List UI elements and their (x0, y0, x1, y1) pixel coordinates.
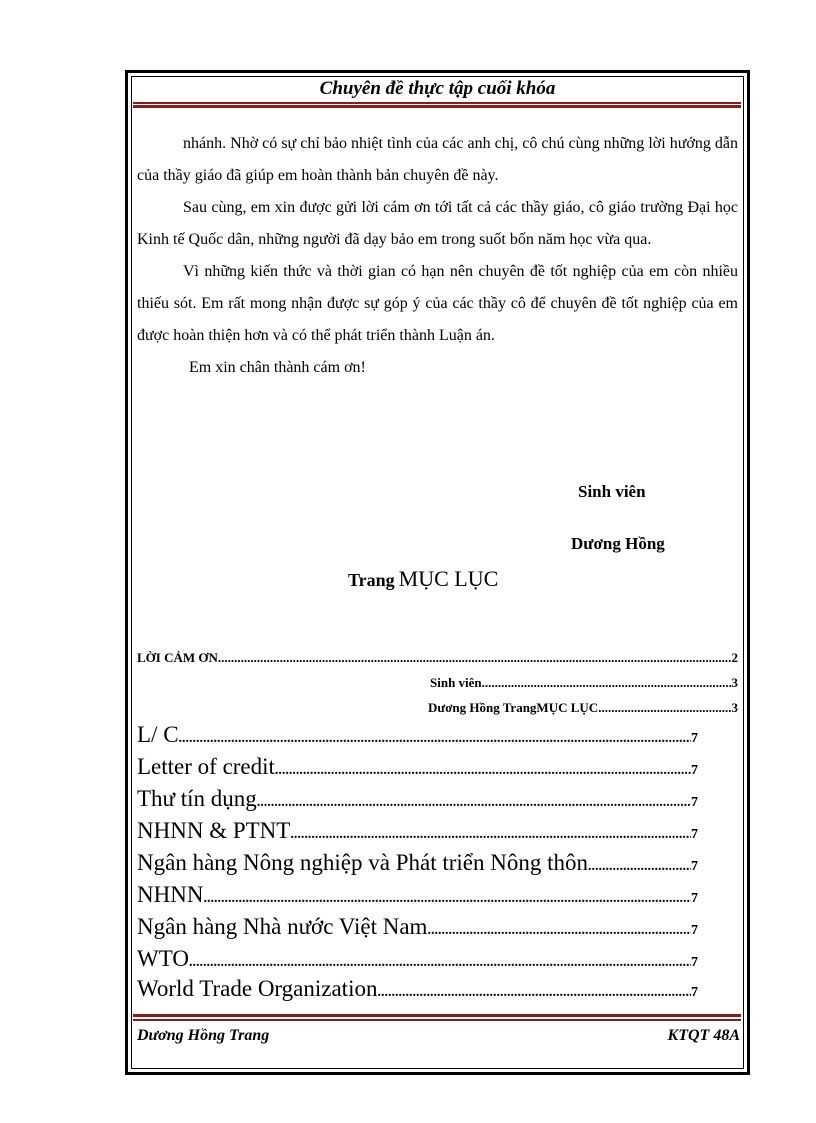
paragraph-3: Vì những kiến thức và thời gian có hạn nên chuyên đề tốt nghiệp của em còn nhiều thiếu sót. Em rất mong nhận được sự góp ý của các thầy cô để chuyên đề tốt nghiệp của em được hoàn thiện hơn và có thể phát triển thành Luận án. (137, 263, 738, 344)
paragraph-2: Sau cùng, em xin được gửi lời cám ơn tới tất cả các thầy giáo, cô giáo trường Đại học Kinh tế Quốc dân, những người đã dạy bảo em trong suốt bốn năm học vừa qua. (137, 199, 738, 248)
toc-entry[interactable] (137, 882, 698, 908)
toc-entry[interactable] (137, 976, 698, 1002)
toc-entry-label: World Trade Organization (137, 976, 378, 1001)
toc-entry[interactable] (137, 818, 698, 844)
toc-entry[interactable] (137, 850, 698, 876)
paragraph-1: nhánh. Nhờ có sự chỉ bảo nhiệt tình của các anh chị, cô chú cùng những lời hướng dẫn của thầy giáo đã giúp em hoàn thành bản chuyên đề này. (137, 135, 738, 184)
toc-entry[interactable] (137, 946, 698, 972)
toc-leader-dots (257, 795, 691, 811)
footer-rule-thin (133, 1019, 741, 1021)
footer-class: KTQT 48A (667, 1027, 740, 1044)
toc-leader-dots (179, 731, 691, 747)
toc-entry[interactable] (137, 914, 698, 940)
toc-leader-dots (377, 985, 691, 1001)
toc-leader-dots (588, 859, 691, 875)
toc-leader-dots (482, 675, 732, 691)
toc-entry-label: L/ C (137, 722, 179, 747)
toc-leader-dots (218, 650, 732, 666)
header-rule-thin (133, 102, 741, 104)
toc-leader-dots (290, 827, 691, 843)
body-text (137, 128, 738, 384)
paragraph-thanks: Em xin chân thành cám ơn! (189, 359, 366, 376)
toc-entry[interactable] (137, 722, 698, 748)
toc-entry-page: 7 (691, 923, 698, 938)
toc-entry-page: 7 (691, 955, 698, 970)
toc-entry[interactable] (137, 650, 738, 666)
toc-entry-page: 7 (691, 763, 698, 778)
toc-entry-page: 7 (691, 795, 698, 810)
toc-entry[interactable] (137, 786, 698, 812)
toc-entry[interactable] (430, 675, 738, 691)
toc-entry-page: 7 (691, 731, 698, 746)
toc-entry-page: 2 (731, 650, 738, 665)
toc-entry-label: Ngân hàng Nông nghiệp và Phát triển Nông thôn (137, 850, 588, 875)
toc-entry[interactable] (137, 754, 698, 780)
toc-entry-page: 7 (691, 985, 698, 1000)
toc-leader-dots (598, 700, 731, 716)
toc-entry-page: 7 (691, 827, 698, 842)
toc-heading-title: MỤC LỤC (398, 566, 499, 591)
toc-entry-label: Sinh viên (430, 675, 482, 690)
toc-leader-dots (275, 763, 691, 779)
toc-leader-dots (427, 923, 691, 939)
header-rule-thick (133, 105, 741, 108)
toc-entry[interactable] (428, 700, 738, 716)
toc-entry-label: Dương Hồng TrangMỤC LỤC (428, 700, 599, 715)
toc-entry-label: Letter of credit (137, 754, 275, 779)
toc-entry-label: NHNN & PTNT (137, 818, 291, 843)
toc-heading (348, 564, 498, 597)
toc-leader-dots (189, 955, 691, 971)
signature-name: Dương Hồng (571, 534, 665, 553)
toc-entry-label: NHNN (137, 882, 204, 907)
toc-entry-page: 3 (731, 675, 738, 690)
footer-rule-thick (133, 1014, 741, 1017)
footer-author: Dương Hồng Trang (137, 1027, 270, 1044)
toc-entry-page: 3 (731, 700, 738, 715)
toc-entry-label: Thư tín dụng (137, 786, 257, 811)
toc-entry-page: 7 (691, 859, 698, 874)
signature-label: Sinh viên (578, 482, 646, 501)
toc-leader-dots (203, 891, 691, 907)
toc-entry-label: LỜI CẢM ƠN (137, 650, 218, 665)
toc-entry-page: 7 (691, 891, 698, 906)
toc-entry-label: WTO (137, 946, 189, 971)
toc-heading-prefix: Trang (348, 570, 395, 590)
toc-entry-label: Ngân hàng Nhà nước Việt Nam (137, 914, 428, 939)
page-header-title: Chuyên đề thực tập cuối khóa (319, 78, 556, 99)
